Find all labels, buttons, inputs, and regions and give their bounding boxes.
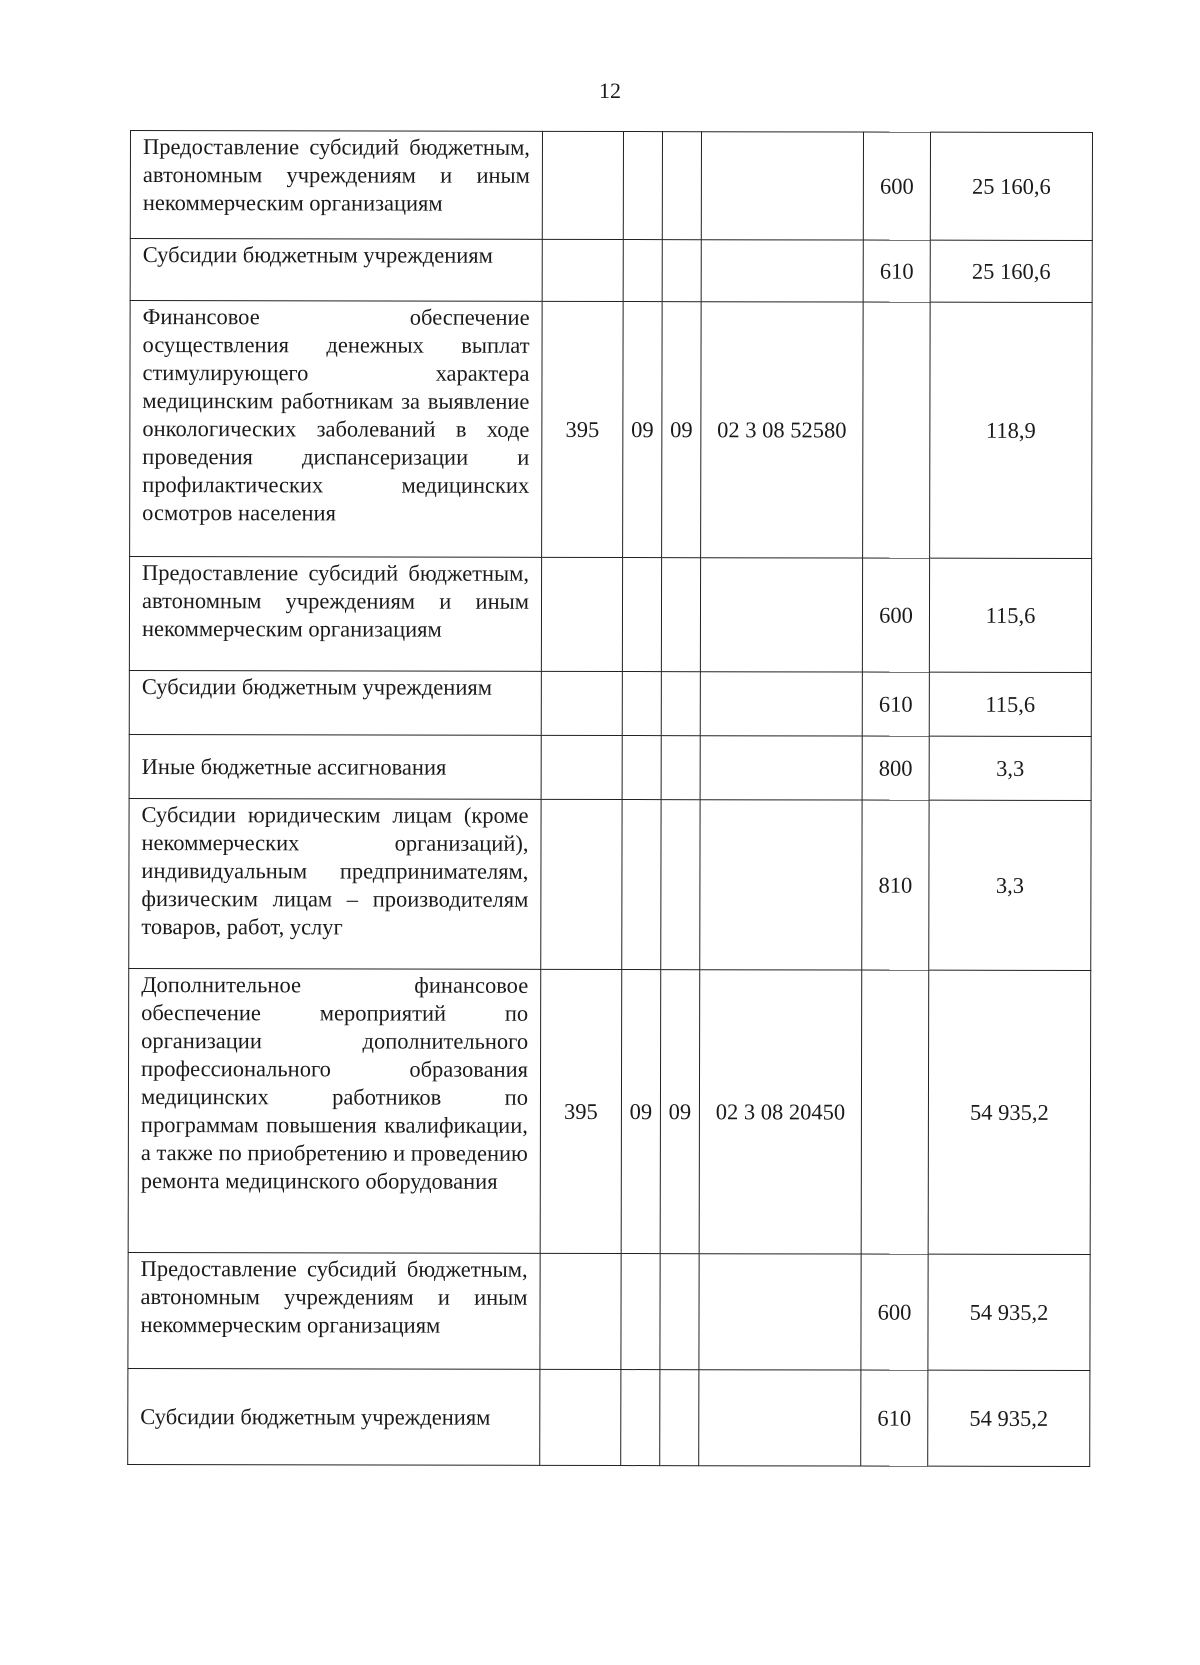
table-row: [128, 968, 1091, 1254]
budget-table: [127, 130, 1093, 1467]
row-ved: [541, 671, 622, 735]
row-name: Предоставление субсидий бюджетным, автономным учреждениям и иным некоммерческим организациям: [130, 131, 542, 240]
row-pr: 09: [662, 302, 702, 558]
row-pr: [661, 800, 700, 970]
row-csr: [700, 558, 862, 672]
row-name: Финансовое обеспечение осуществления денежных выплат стимулирующего характера медицинским работникам за выявление онкологических заболеваний в ходе проведения диспансеризации и профилактических медицинских осмотров населения: [130, 301, 543, 558]
row-rz: [623, 240, 662, 302]
table-row: [128, 1252, 1090, 1370]
row-name: Субсидии бюджетным учреждениям: [130, 239, 542, 302]
row-name: Субсидии бюджетным учреждениям: [129, 670, 541, 735]
row-rz: [621, 1254, 660, 1370]
row-pr: [662, 240, 701, 302]
row-name: Иные бюджетные ассигнования: [129, 734, 541, 799]
row-rz: [622, 558, 661, 672]
table-row: [130, 239, 1092, 303]
row-ved: [541, 799, 622, 969]
row-pr: [661, 672, 700, 736]
row-csr: [700, 800, 862, 970]
row-rz: [623, 132, 662, 240]
row-ved: [541, 735, 622, 799]
table-row: [129, 670, 1091, 736]
row-vr: 800: [862, 736, 929, 800]
row-rz: [622, 672, 661, 736]
row-vr: [861, 970, 929, 1254]
row-vr: [863, 302, 931, 558]
table-row: [130, 131, 1092, 241]
row-sum: 54 935,2: [928, 1370, 1090, 1466]
row-sum: 118,9: [930, 302, 1093, 558]
row-csr: [700, 672, 862, 736]
row-name: Субсидии юридическим лицам (кроме некоммерческих организаций), индивидуальным предпринимателям, физическим лицам – производителям товаров, работ, услуг: [129, 798, 541, 969]
row-sum: 3,3: [929, 736, 1091, 800]
row-ved: [540, 1369, 621, 1465]
row-rz: 09: [623, 302, 663, 558]
row-sum: 54 935,2: [928, 1254, 1090, 1370]
row-ved: [542, 131, 623, 239]
table-row: [128, 1368, 1090, 1466]
row-sum: 115,6: [929, 558, 1091, 672]
table-row: [129, 798, 1091, 970]
row-pr: [662, 132, 701, 240]
row-pr: [660, 1254, 699, 1370]
row-name: Предоставление субсидий бюджетным, автономным учреждениям и иным некоммерческим организациям: [128, 1252, 540, 1369]
row-csr: 02 3 08 20450: [699, 970, 862, 1254]
table-row: [129, 734, 1091, 800]
row-csr: [701, 240, 863, 302]
row-name: Дополнительное финансовое обеспечение мероприятий по организации дополнительного профессионального образования медицинских работников по программам повышения квалификации, а также по приобретению и проведению ремонта медицинского оборудования: [128, 968, 541, 1253]
row-sum: 54 935,2: [928, 970, 1091, 1254]
row-sum: 25 160,6: [930, 132, 1092, 240]
row-vr: 610: [862, 672, 929, 736]
row-ved: 395: [542, 301, 624, 557]
row-ved: [541, 557, 622, 671]
row-vr: 600: [863, 132, 930, 240]
row-vr: 610: [861, 1370, 928, 1466]
row-ved: [542, 239, 623, 301]
row-vr: 600: [861, 1254, 928, 1370]
row-pr: [661, 736, 700, 800]
row-csr: [700, 736, 862, 800]
row-csr: [699, 1370, 861, 1466]
row-vr: 600: [862, 558, 929, 672]
row-vr: 810: [862, 800, 929, 970]
row-rz: 09: [621, 970, 661, 1254]
row-csr: 02 3 08 52580: [701, 302, 864, 558]
row-pr: 09: [660, 970, 700, 1254]
table-row: [130, 301, 1093, 559]
table-row: [129, 557, 1091, 673]
row-rz: [622, 736, 661, 800]
row-csr: [701, 132, 863, 240]
row-sum: 25 160,6: [930, 240, 1092, 302]
row-pr: [661, 558, 700, 672]
row-rz: [621, 1370, 660, 1466]
row-pr: [660, 1370, 699, 1466]
row-ved: [540, 1253, 621, 1369]
row-name: Субсидии бюджетным учреждениям: [128, 1368, 540, 1465]
row-csr: [699, 1254, 861, 1370]
page-number: 12: [599, 78, 621, 103]
row-rz: [622, 800, 661, 970]
row-sum: 3,3: [929, 800, 1091, 970]
row-name: Предоставление субсидий бюджетным, автономным учреждениям и иным некоммерческим организациям: [129, 557, 541, 672]
row-ved: 395: [540, 969, 622, 1253]
row-vr: 610: [863, 240, 930, 302]
row-sum: 115,6: [929, 672, 1091, 736]
